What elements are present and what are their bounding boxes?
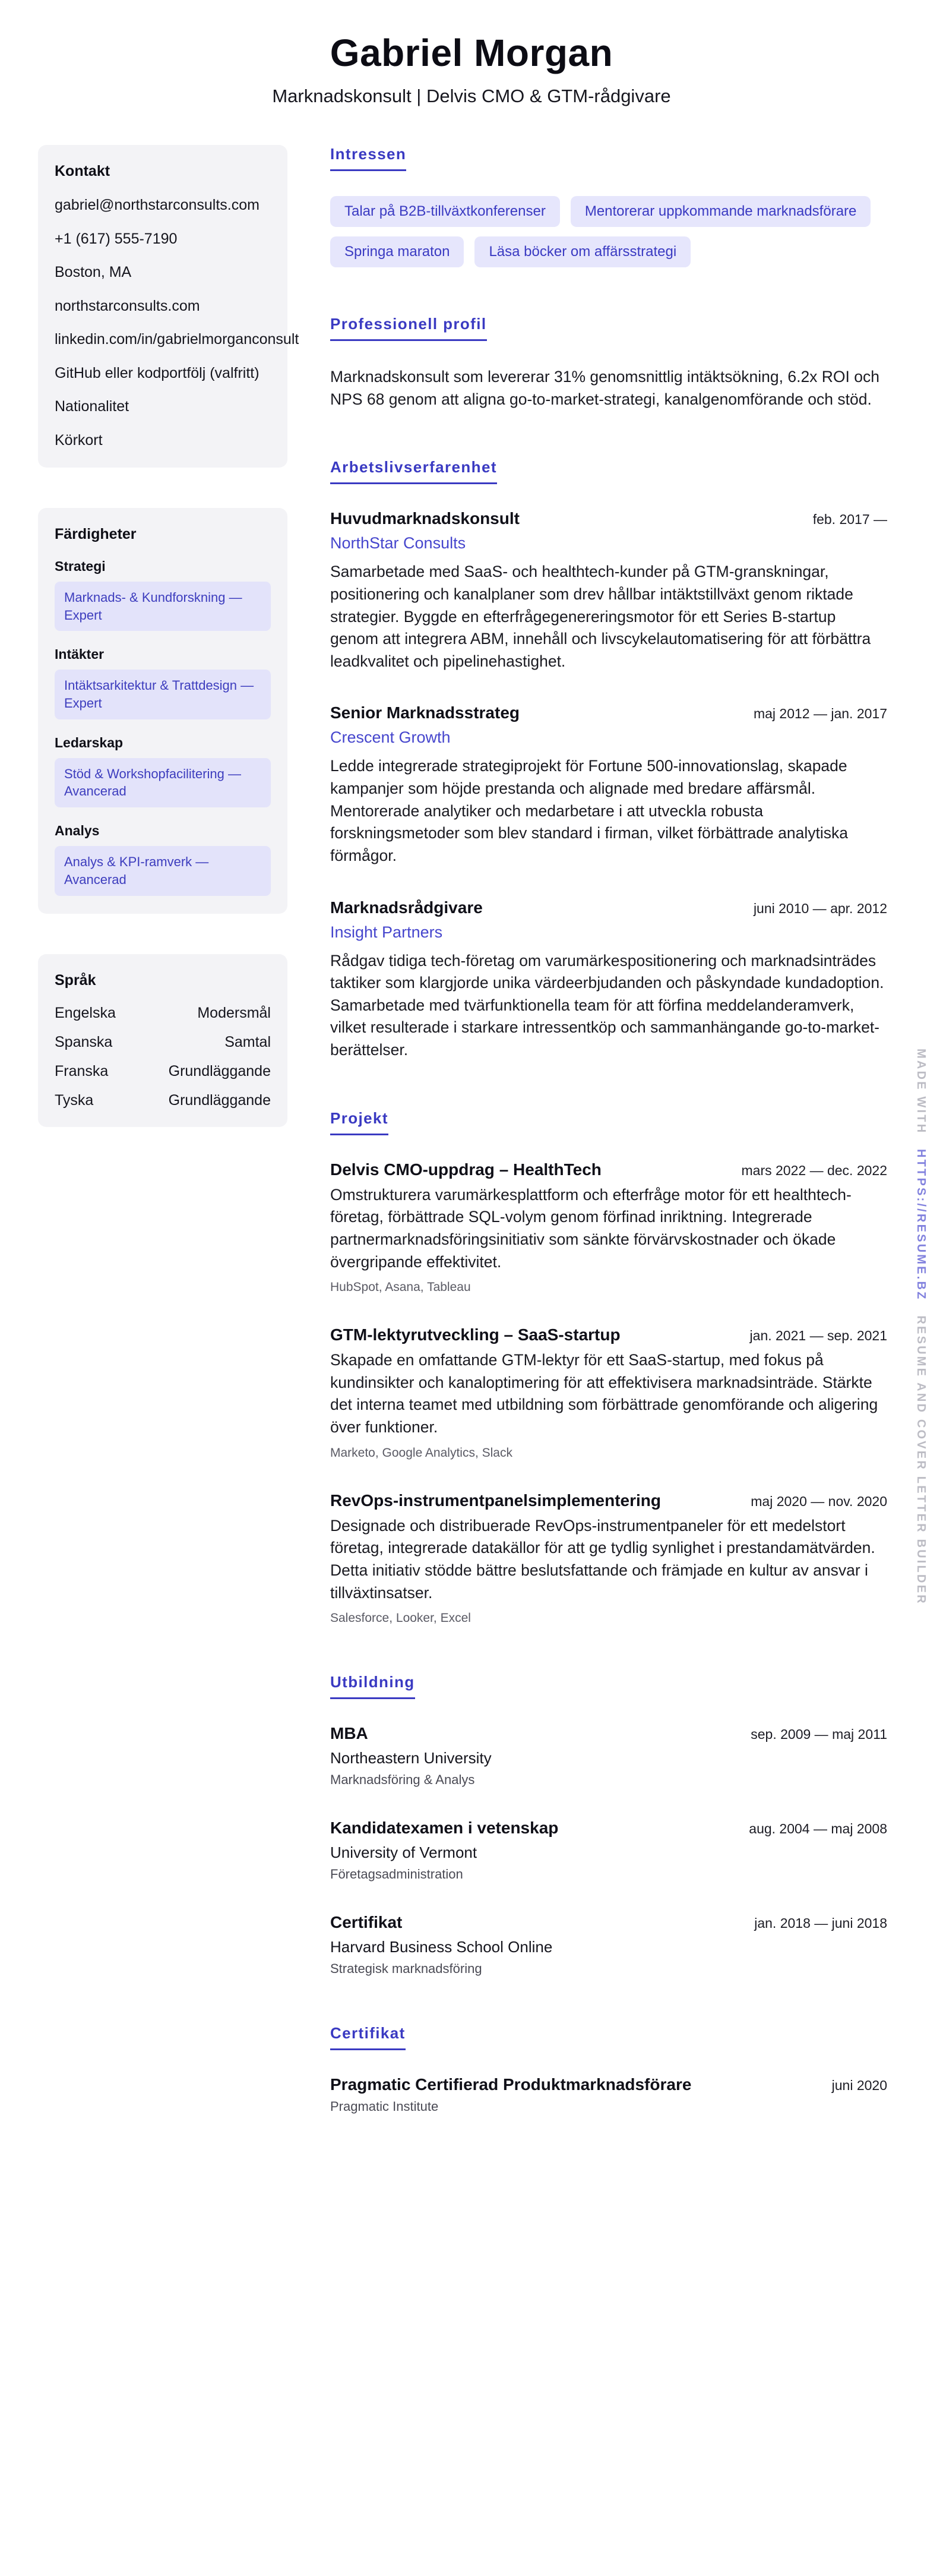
job-entry [330, 509, 887, 673]
skill-group-label: Analys [55, 823, 100, 839]
skill-pill: Intäktsarkitektur & Trattdesign — Expert [55, 670, 271, 719]
job-company: NorthStar Consults [330, 534, 466, 553]
education-degree: Certifikat [330, 1913, 403, 1932]
education-title: Utbildning [330, 1673, 415, 1699]
project-dates: mars 2022 — dec. 2022 [741, 1162, 887, 1178]
education-header [330, 1724, 887, 1743]
certificate-dates: juni 2020 [831, 2078, 887, 2094]
language-level: Modersmål [197, 1004, 271, 1021]
education-entry [330, 1819, 887, 1882]
project-name: Delvis CMO-uppdrag – HealthTech [330, 1160, 602, 1179]
language-row [55, 1063, 271, 1080]
experience-section [330, 458, 887, 1061]
resume-bz-link[interactable]: HTTPS://RESUME.BZ [914, 1149, 928, 1301]
profile-section [330, 315, 887, 411]
job-description: Rådgav tidiga tech-företag om varumärkespositionering och marknadsinträdes taktiker som klargjorde unika värdeerbjudanden och påskyndade kundadoption. Samarbetade med tvärfunktionella team för att förfina meddelanderamverk, vilket resulterade i starkare intressentköp och sammanhängande go-to-market-berättelser. [330, 951, 884, 1059]
job-entry [330, 898, 887, 1062]
language-name: Spanska [55, 1033, 113, 1050]
job-dates: feb. 2017 — [812, 512, 887, 528]
education-section [330, 1673, 887, 1977]
experience-title: Arbetslivserfarenhet [330, 458, 497, 484]
education-field: Företagsadministration [330, 1867, 463, 1882]
project-description: Skapade en omfattande GTM-lektyr för ett SaaS-startup, med fokus på kundinsikter och kanaloptimering för att effektivisera marknadsinträde. Stärkte det interna teamet med utbildning som förbättrade genomförande och aligering över funktioner. [330, 1351, 878, 1436]
certificate-name: Pragmatic Certifierad Produktmarknadsförare [330, 2075, 692, 2094]
projects-section [330, 1109, 887, 1626]
skill-group-label: Intäkter [55, 646, 105, 662]
skills-title: Färdigheter [55, 526, 137, 542]
job-company: Insight Partners [330, 923, 443, 941]
skill-group-label: Ledarskap [55, 734, 124, 750]
education-dates: aug. 2004 — maj 2008 [749, 1821, 887, 1837]
language-name: Franska [55, 1062, 109, 1079]
job-company: Crescent Growth [330, 728, 451, 747]
interest-pill: Mentorerar uppkommande marknadsförare [571, 196, 871, 227]
education-degree: Kandidatexamen i vetenskap [330, 1819, 559, 1838]
project-description: Omstrukturera varumärkesplattform och efterfråge motor för ett healthtech-företag, förbättrade SQL-volym genom förfinad inriktning. Integrerade partnermarknadsföringsinitiativ som sänkte förvärvskostnader och ökade övergripande effektivitet. [330, 1185, 852, 1271]
project-entry [330, 1160, 887, 1295]
language-level: Grundläggande [168, 1091, 271, 1109]
certificates-title: Certifikat [330, 2024, 406, 2050]
job-role: Marknadsrådgivare [330, 898, 483, 917]
language-row [55, 1005, 271, 1022]
skill-pill: Stöd & Workshopfacilitering — Avancerad [55, 758, 271, 807]
sidebar [38, 145, 299, 1127]
project-dates: maj 2020 — nov. 2020 [751, 1493, 887, 1509]
interest-pill: Springa maraton [330, 236, 464, 267]
education-school: University of Vermont [330, 1843, 477, 1862]
skill-group-analytics [55, 823, 271, 895]
watermark-suffix: RESUME AND COVER LETTER BUILDER [914, 1315, 928, 1605]
project-tools: HubSpot, Asana, Tableau [330, 1280, 471, 1295]
education-header [330, 1819, 887, 1838]
job-header [330, 703, 887, 722]
job-description: Ledde integrerade strategiprojekt för Fortune 500-innovationslag, skapade kampanjer som höjde prestanda och alignade med bredare affärsmål. Mentorerade analytiker och medarbetare i att utveckla robusta forskningsmetoder som blev standard i firman, vilket förbättrade analytiska förmågor. [330, 757, 848, 864]
project-name: GTM-lektyrutveckling – SaaS-startup [330, 1325, 621, 1344]
person-subtitle: Marknadskonsult | Delvis CMO & GTM-rådgivare [272, 86, 671, 106]
interests-title: Intressen [330, 145, 406, 171]
language-level: Samtal [224, 1033, 271, 1050]
job-dates: maj 2012 — jan. 2017 [753, 706, 887, 722]
skill-group-revenue [55, 646, 271, 719]
education-field: Strategisk marknadsföring [330, 1961, 482, 1977]
project-name: RevOps-instrumentpanelsimplementering [330, 1491, 662, 1510]
main-column [330, 145, 905, 2162]
resume-header [0, 0, 943, 107]
contact-title: Kontakt [55, 163, 110, 179]
contact-phone: +1 (617) 555-7190 [55, 230, 178, 247]
education-degree: MBA [330, 1724, 368, 1743]
education-school: Harvard Business School Online [330, 1938, 553, 1956]
job-header [330, 898, 887, 917]
project-entry [330, 1491, 887, 1626]
contact-email: gabriel@northstarconsults.com [55, 197, 260, 213]
language-row [55, 1092, 271, 1109]
contact-box [38, 145, 299, 468]
education-field: Marknadsföring & Analys [330, 1772, 475, 1788]
skill-group-label: Strategi [55, 558, 106, 574]
project-dates: jan. 2021 — sep. 2021 [749, 1328, 887, 1344]
language-row [55, 1034, 271, 1051]
certificates-section [330, 2024, 887, 2114]
interest-pill: Läsa böcker om affärsstrategi [474, 236, 691, 267]
skill-group-strategy [55, 558, 271, 631]
watermark [914, 1049, 928, 1605]
contact-website: northstarconsults.com [55, 297, 200, 314]
person-name: Gabriel Morgan [330, 31, 613, 74]
interests-pills [330, 196, 887, 267]
languages-box [38, 954, 287, 1127]
project-entry [330, 1325, 887, 1460]
language-name: Tyska [55, 1091, 94, 1109]
education-dates: jan. 2018 — juni 2018 [754, 1915, 887, 1931]
job-dates: juni 2010 — apr. 2012 [753, 900, 887, 916]
languages-title: Språk [55, 971, 96, 989]
contact-drivers-license: Körkort [55, 431, 103, 449]
interest-pill: Talar på B2B-tillväxtkonferenser [330, 196, 560, 227]
certificate-header [330, 2075, 887, 2094]
project-header [330, 1325, 887, 1344]
job-entry [330, 703, 887, 867]
contact-github: GitHub eller kodportfölj (valfritt) [55, 364, 260, 381]
project-header [330, 1491, 887, 1510]
project-tools: Marketo, Google Analytics, Slack [330, 1445, 512, 1460]
certificate-issuer: Pragmatic Institute [330, 2099, 439, 2114]
contact-nationality: Nationalitet [55, 398, 129, 415]
profile-text: Marknadskonsult som levererar 31% genomsnittlig intäktsökning, 6.2x ROI och NPS 68 genom att aligna go-to-market-strategi, kanalgenomförande och stöd. [330, 368, 879, 408]
watermark-prefix: MADE WITH [914, 1049, 928, 1135]
project-header [330, 1160, 887, 1179]
language-name: Engelska [55, 1004, 116, 1021]
resume-body [0, 107, 943, 2209]
education-school: Northeastern University [330, 1749, 492, 1767]
skills-box [38, 508, 287, 914]
education-entry [330, 1913, 887, 1977]
skill-pill: Analys & KPI-ramverk — Avancerad [55, 846, 271, 895]
profile-title: Professionell profil [330, 315, 487, 341]
education-entry [330, 1724, 887, 1788]
job-role: Huvudmarknadskonsult [330, 509, 520, 528]
job-header [330, 509, 887, 528]
skill-group-leadership [55, 735, 271, 807]
projects-title: Projekt [330, 1109, 388, 1135]
language-level: Grundläggande [168, 1062, 271, 1079]
interests-section [330, 145, 887, 267]
contact-location: Boston, MA [55, 264, 132, 280]
contact-linkedin: linkedin.com/in/gabrielmorganconsult [55, 331, 299, 348]
job-role: Senior Marknadsstrateg [330, 703, 520, 722]
education-header [330, 1913, 887, 1932]
education-dates: sep. 2009 — maj 2011 [751, 1726, 887, 1742]
project-tools: Salesforce, Looker, Excel [330, 1611, 471, 1625]
skill-pill: Marknads- & Kundforskning — Expert [55, 582, 271, 631]
project-description: Designade och distribuerade RevOps-instrumentpaneler för ett medelstort företag, integrerade datakällor för att ge tydlig synlighet i prestandamätvärden. Detta initiativ stödde bättre beslutsfattande och främjade en kultur av ansvar i tillväxtinsatser. [330, 1516, 875, 1602]
job-description: Samarbetade med SaaS- och healthtech-kunder på GTM-granskningar, positionering och kanalplaner som drev hållbar intäktstillväxt genom riktade strategier. Byggde en efterfrågegenereringsmotor för ett Series B-startup genom att integrera ABM, innehåll och livscykelautomatisering för att förbättra leadkvalitet och pipelinehastighet. [330, 563, 871, 670]
certificate-entry [330, 2075, 887, 2114]
